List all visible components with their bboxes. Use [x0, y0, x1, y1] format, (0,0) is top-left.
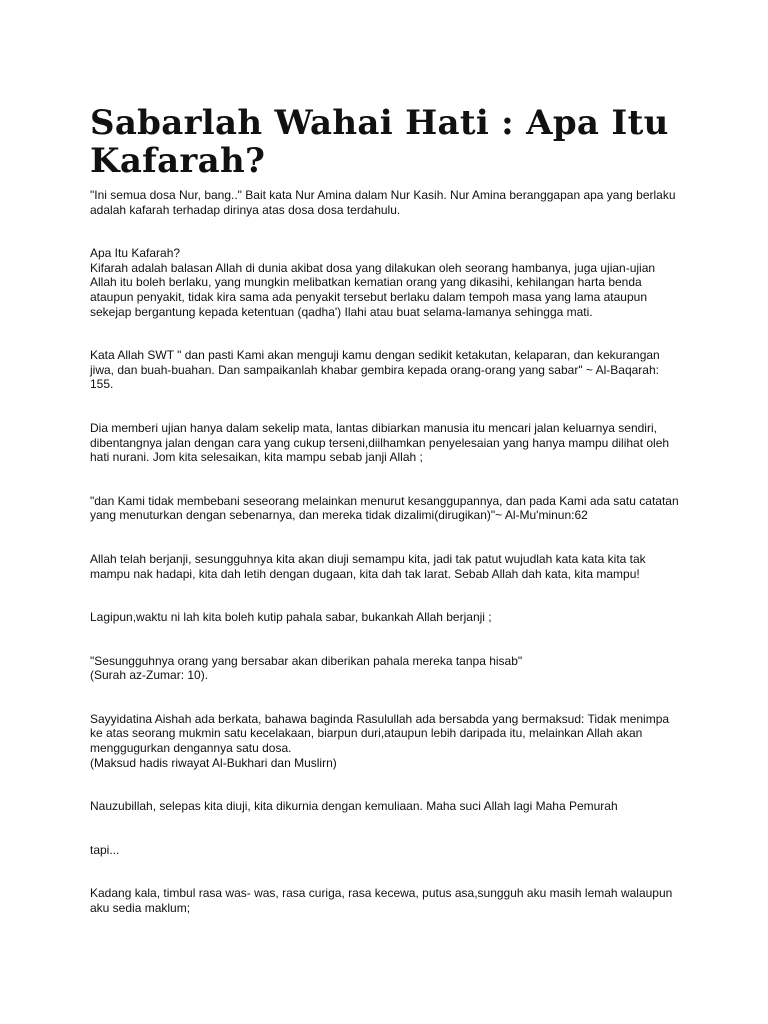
document-title: Sabarlah Wahai Hati : Apa Itu Kafarah? — [90, 103, 669, 181]
paragraph-11 — [90, 843, 682, 858]
paragraph-text: Allah telah berjanji, sesungguhnya kita akan diuji semampu kita, jadi tak patut wujudlah kata kata kita tak mampu nak hadapi, kita dah letih dengan dugaan, kita dah tak larat. Sebab Allah dah kata, kita mampu! — [90, 551, 646, 581]
paragraph-5 — [90, 494, 682, 523]
paragraph-text: Nauzubillah, selepas kita diuji, kita dikurnia dengan kemuliaan. Maha suci Allah lagi Maha Pemurah — [90, 799, 618, 814]
quote-source: (Maksud hadis riwayat Al-Bukhari dan Muslirn) — [90, 755, 337, 770]
quote-text: "dan Kami tidak membebani seseorang melainkan menurut kesanggupannya, dan pada Kami ada satu catatan yang menuturkan dengan sebenarnya, dan mereka tidak dizalimi(dirugikan)"~ Al-Mu'minun:62 — [90, 493, 679, 523]
paragraph-10 — [90, 799, 682, 814]
paragraph-text: "Ini semua dosa Nur, bang.." Bait kata Nur Amina dalam Nur Kasih. Nur Amina beranggapan apa yang berlaku adalah kafarah terhadap dirinya atas dosa dosa terdahulu. — [90, 188, 676, 217]
paragraph-12 — [90, 886, 682, 915]
paragraph-text: Dia memberi ujian hanya dalam sekelip mata, lantas dibiarkan manusia itu mencari jalan keluarnya sendiri, dibentangnya jalan dengan cara yang cukup terseni,diilhamkan penyelesaian yang hanya mampu dilihat oleh hati nurani. Jom kita selesaikan, kita mampu sebab janji Allah ; — [90, 420, 670, 465]
quote-source: (Surah az-Zumar: 10). — [90, 668, 209, 683]
section-heading: Apa Itu Kafarah? — [90, 246, 181, 261]
paragraph-8 — [90, 654, 682, 683]
paragraph-7 — [90, 610, 682, 625]
paragraph-text: Kata Allah SWT " dan pasti Kami akan menguji kamu dengan sedikit ketakutan, kelaparan, dan kekurangan jiwa, dan buah-buahan. Dan sampaikanlah khabar gembira kepada orang-orang yang sabar" ~ Al-Baqarah: 155. — [90, 348, 660, 392]
paragraph-text: Lagipun,waktu ni lah kita boleh kutip pahala sabar, bukankah Allah berjanji ; — [90, 610, 492, 625]
paragraph-2 — [90, 246, 682, 319]
document-page — [90, 104, 682, 916]
quote-text: "Sesungguhnya orang yang bersabar akan diberikan pahala mereka tanpa hisab" — [90, 653, 523, 668]
paragraph-6 — [90, 552, 682, 581]
paragraph-4 — [90, 421, 682, 465]
paragraph-text: tapi... — [90, 842, 120, 857]
paragraph-text: Kadang kala, timbul rasa was- was, rasa curiga, rasa kecewa, putus asa,sungguh aku masih lemah walaupun aku sedia maklum; — [90, 886, 673, 916]
paragraph-1 — [90, 188, 682, 217]
paragraph-text: Sayyidatina Aishah ada berkata, bahawa baginda Rasulullah ada bersabda yang bermaksud: Tidak menimpa ke atas seorang mukmin satu kecelakaan, biarpun duri,ataupun lebih daripada itu, melainkan Allah akan menggugurkan dengannya satu dosa. — [90, 711, 670, 756]
paragraph-3 — [90, 348, 682, 392]
paragraph-9 — [90, 712, 682, 770]
paragraph-text: Kifarah adalah balasan Allah di dunia akibat dosa yang dilakukan oleh seorang hambanya, juga ujian-ujian Allah itu boleh berlaku, yang mungkin melibatkan kematian orang yang dikasihi, kehilangan harta benda ataupun penyakit, tidak kira sama ada penyakit tersebut berlaku dalam tempoh masa yang lama ataupun sekejap bergantung kepada ketentuan (qadha') Ilahi atau buat selama-lamanya sehingga mati. — [90, 260, 656, 319]
